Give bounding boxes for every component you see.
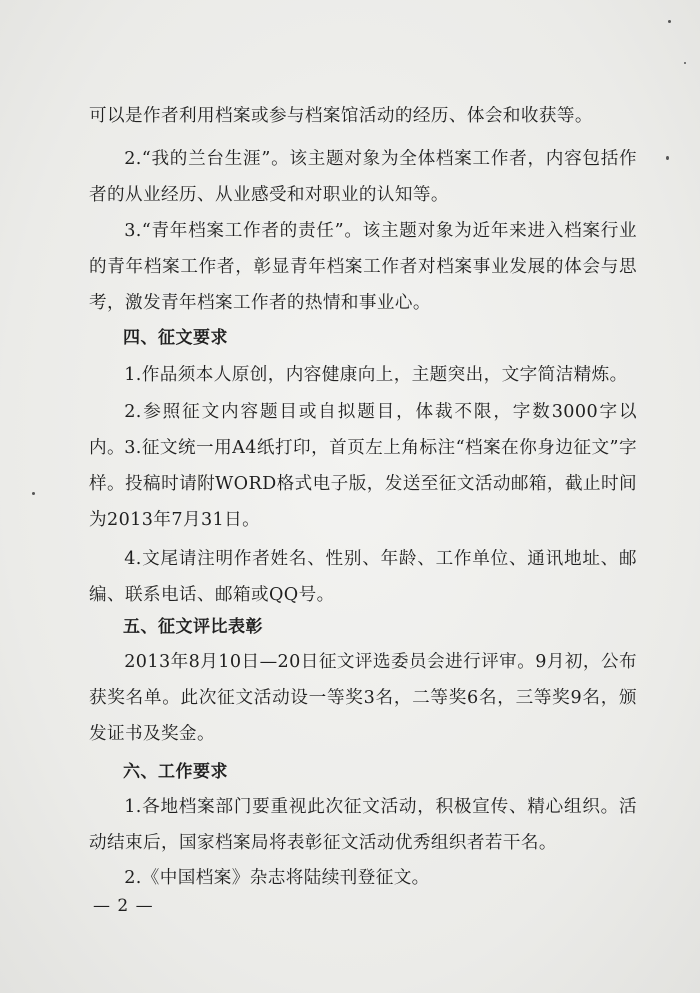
requirement-2: 2.参照征文内容题目或自拟题目，体裁不限，字数3000字以内。 [89, 402, 637, 458]
paragraph-topic3: 3.“青年档案工作者的责任”。该主题对象为近年来进入档案行业的青年档案工作者，彰显青年档案工作者对档案事业发展的体会与思考，激发青年档案工作者的热情和事业心。 [89, 221, 637, 313]
section-heading-requirements: 四、征文要求 [123, 328, 228, 348]
requirement-4: 4.文尾请注明作者姓名、性别、年龄、工作单位、通讯地址、邮编、联系电话、邮箱或QQ号。 [89, 549, 637, 605]
scan-speck [666, 156, 669, 160]
page-number: — 2 — [93, 896, 154, 916]
work-requirement-1: 1.各地档案部门要重视此次征文活动，积极宣传、精心组织。活动结束后，国家档案局将表彰征文活动优秀组织者若干名。 [89, 797, 637, 853]
paragraph-topic1-continued: 可以是作者利用档案或参与档案馆活动的经历、体会和收获等。 [89, 106, 593, 126]
paragraph-awards: 2013年8月10日—20日征文评选委员会进行评审。9月初，公布获奖名单。此次征文活动设一等奖3名，二等奖6名，三等奖9名，颁发证书及奖金。 [89, 652, 637, 744]
section-heading-awards: 五、征文评比表彰 [123, 617, 263, 637]
section-heading-work: 六、工作要求 [123, 762, 228, 782]
requirement-3: 3.征文统一用A4纸打印，首页左上角标注“档案在你身边征文”字样。投稿时请附WORD格式电子版，发送至征文活动邮箱，截止时间为2013年7月31日。 [89, 438, 637, 530]
paragraph-topic2: 2.“我的兰台生涯”。该主题对象为全体档案工作者，内容包括作者的从业经历、从业感受和对职业的认知等。 [89, 149, 637, 205]
requirement-1: 1.作品须本人原创，内容健康向上，主题突出，文字简洁精炼。 [124, 365, 628, 385]
scan-speck [32, 492, 35, 495]
work-requirement-2: 2.《中国档案》杂志将陆续刊登征文。 [124, 868, 430, 888]
scan-speck [684, 62, 686, 64]
scan-speck [668, 20, 671, 23]
